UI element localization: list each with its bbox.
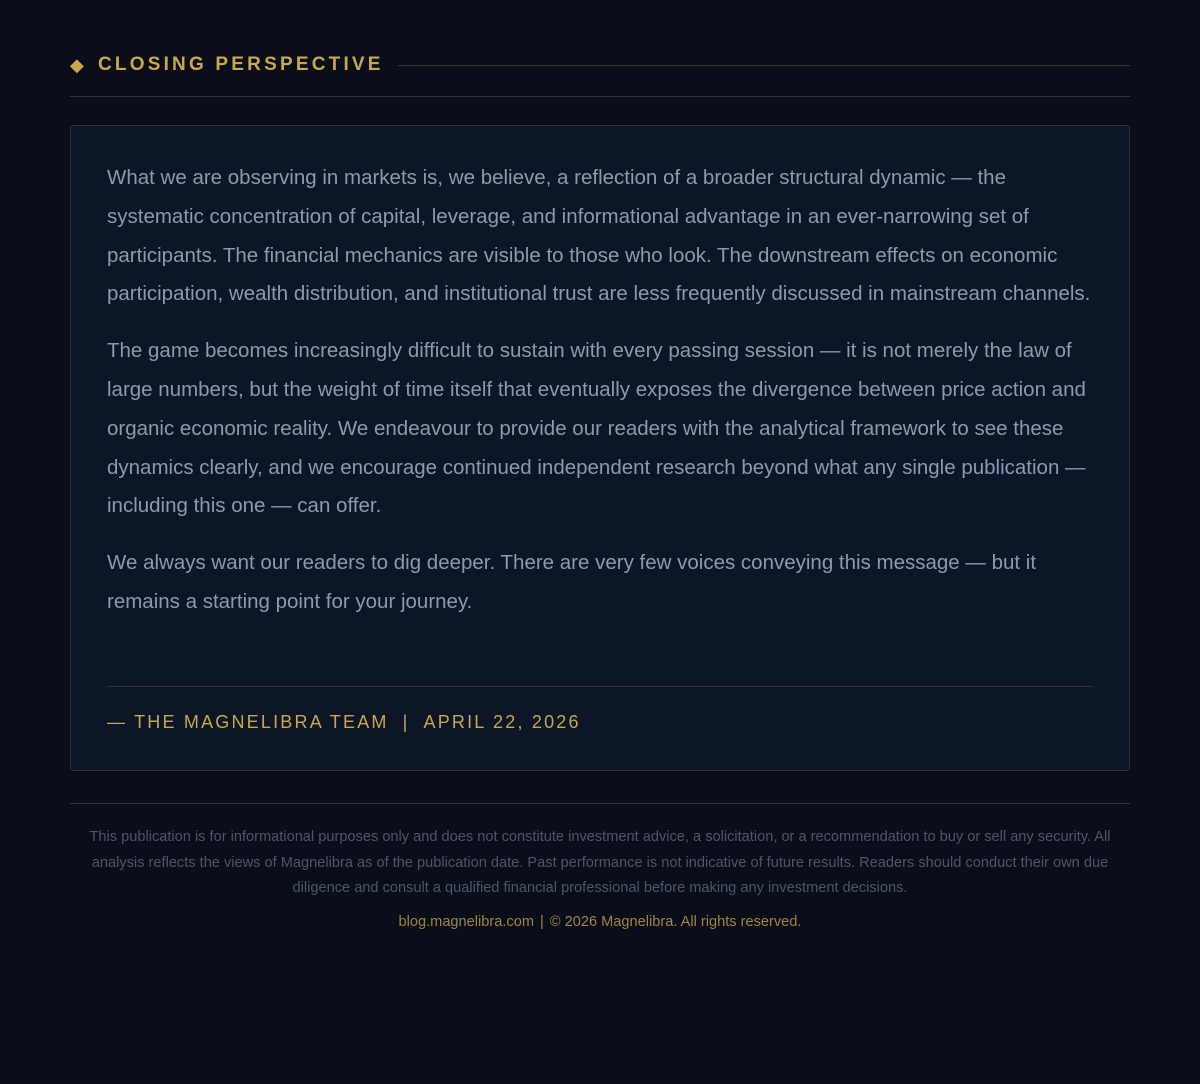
signature-author: — THE MAGNELIBRA TEAM xyxy=(107,712,389,732)
article-body xyxy=(107,159,1097,640)
footer-divider xyxy=(70,803,1130,804)
copyright: © 2026 Magnelibra. All rights reserved. xyxy=(549,914,802,930)
closing-card xyxy=(70,125,1130,771)
footer-separator: | xyxy=(540,914,544,930)
paragraph: We always want our readers to dig deeper. There are very few voices conveying this message — but it remains a starting point for your journey. xyxy=(107,551,1037,613)
footer-line xyxy=(70,911,1130,933)
signature-divider xyxy=(107,686,1093,687)
disclaimer: This publication is for informational purposes only and does not constitute investment advice, a solicitation, or a recommendation to buy or sell any security. All analysis reflects the views of Magnelibra as of the publication date. Past performance is not indicative of future results. Readers should conduct their own due diligence and consult a qualified financial professional before making any investment decisions. xyxy=(89,829,1111,896)
section-title: CLOSING PERSPECTIVE xyxy=(98,54,384,75)
signature-date: APRIL 22, 2026 xyxy=(423,712,581,732)
paragraph: The game becomes increasingly difficult to sustain with every passing session — it is not merely the law of large numbers, but the weight of time itself that eventually exposes the divergence between price action and organic economic reality. We endeavour to provide our readers with the analytical framework to see these dynamics clearly, and we encourage continued independent research beyond what any single publication — including this one — can offer. xyxy=(107,339,1086,518)
signature xyxy=(107,710,581,734)
section-header xyxy=(70,52,1130,78)
signature-separator: | xyxy=(402,712,410,732)
diamond-icon: ◆ xyxy=(70,55,84,75)
paragraph: What we are observing in markets is, we believe, a reflection of a broader structural dynamic — the systematic concentration of capital, leverage, and informational advantage in an ever-narrowing set of participants. The financial mechanics are visible to those who look. The downstream effects on economic participation, wealth distribution, and institutional trust are less frequently discussed in mainstream channels. xyxy=(107,166,1091,306)
section-divider xyxy=(70,96,1130,97)
site-link[interactable]: blog.magnelibra.com xyxy=(398,914,534,930)
header-divider xyxy=(398,65,1130,66)
